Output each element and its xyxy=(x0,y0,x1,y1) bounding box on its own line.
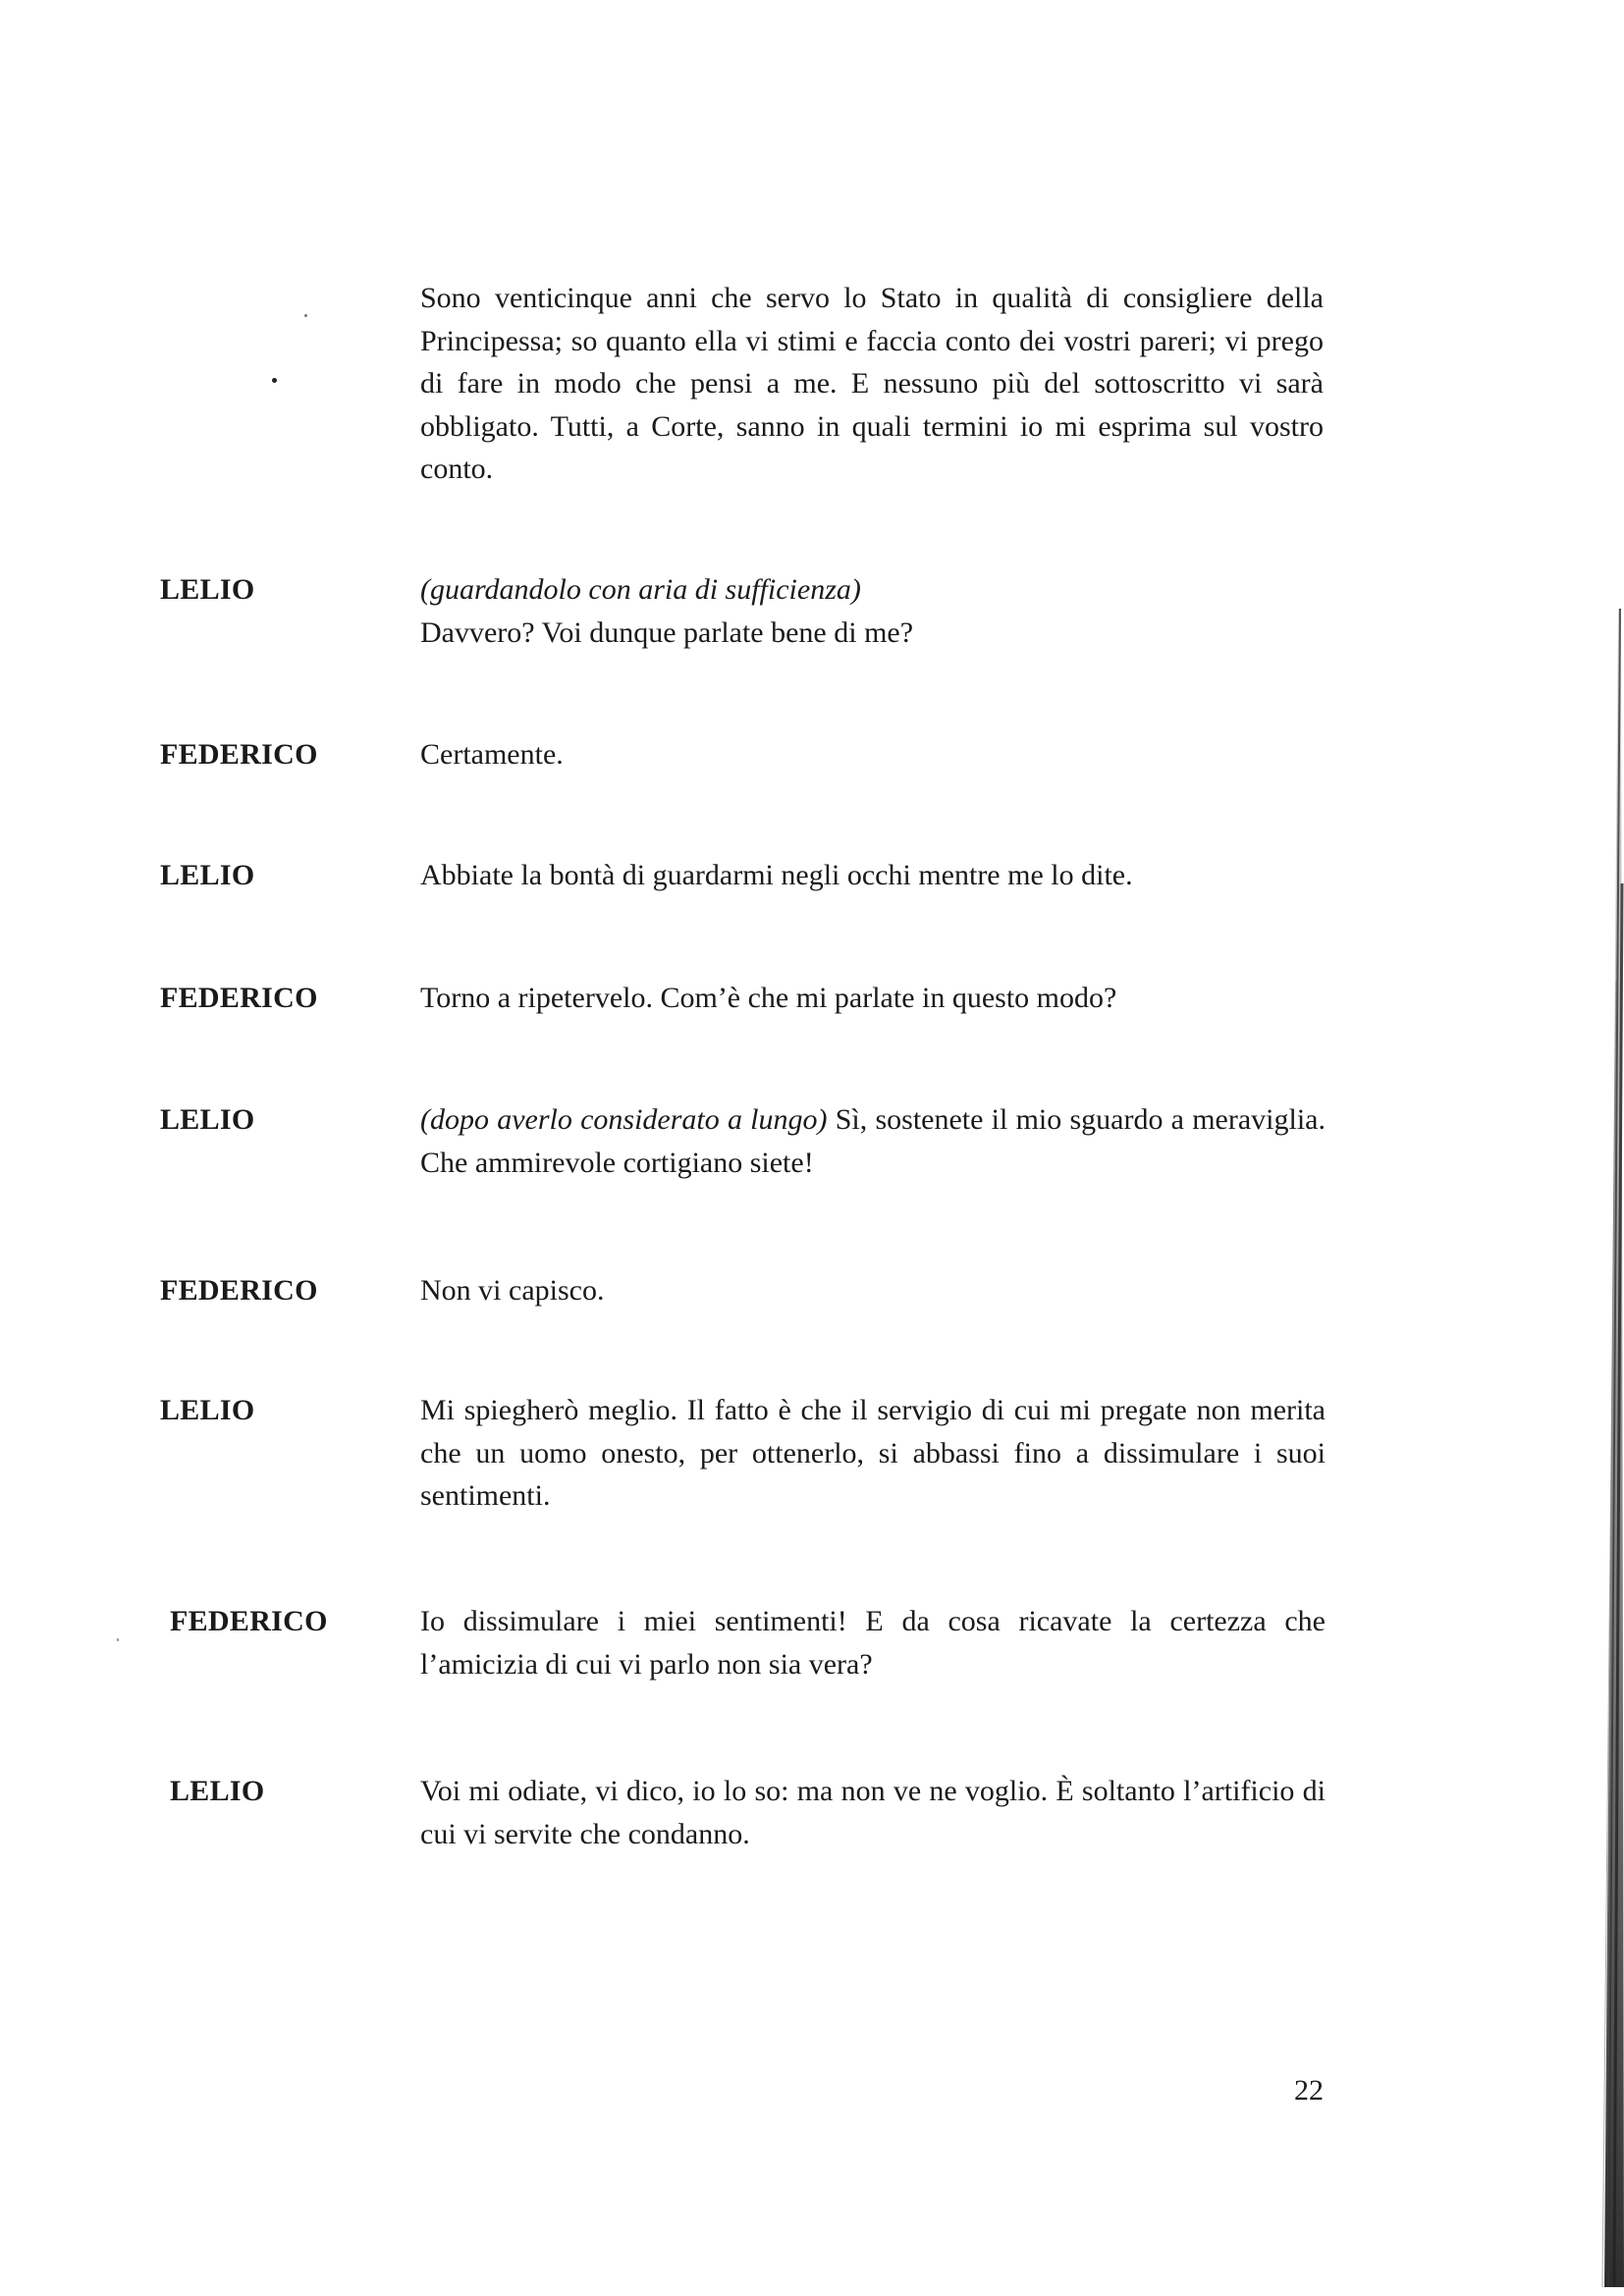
speech xyxy=(420,977,1326,1020)
speech xyxy=(420,1770,1326,1855)
speech xyxy=(420,733,1326,776)
speech-text: Sì, sostenete il mio sguardo a meraviglia. Che ammirevole cortigiano siete! xyxy=(420,1103,1326,1179)
speech-text: Non vi capisco. xyxy=(420,1274,605,1307)
scan-speck xyxy=(117,1638,119,1641)
scan-edge-shadow xyxy=(1565,0,1624,2296)
speaker-name: LELIO xyxy=(170,1775,265,1807)
scan-speck xyxy=(272,378,277,383)
speech-text: Mi spiegherò meglio. Il fatto è che il servigio di cui mi pregate non merita che un uomo onesto, per ottenerlo, si abbassi fino a dissimulare i suoi sentimenti. xyxy=(420,1394,1326,1512)
stage-direction: (dopo averlo considerato a lungo) xyxy=(420,1103,828,1136)
speech-text: Abbiate la bontà di guardarmi negli occhi mentre me lo dite. xyxy=(420,859,1133,891)
opening-paragraph: Sono venticinque anni che servo lo Stato in qualità di consigliere della Principessa; so quanto ella vi stimi e faccia conto dei vostri pareri; vi prego di fare in modo che pensi a me. E nessuno più del sottoscritto vi sarà obbligato. Tutti, a Corte, sanno in quali termini io mi esprima sul vostro conto. xyxy=(420,282,1324,485)
scan-speck xyxy=(304,314,307,317)
speaker-name: LELIO xyxy=(160,1394,255,1426)
speaker-name: FEDERICO xyxy=(160,738,318,771)
speaker-name: LELIO xyxy=(160,1103,255,1136)
page-number: 22 xyxy=(1294,2074,1324,2107)
speaker-name: LELIO xyxy=(160,859,255,891)
speech-text: Certamente. xyxy=(420,738,564,771)
speech-text: Davvero? Voi dunque parlate bene di me? xyxy=(420,615,914,649)
speech xyxy=(420,854,1326,897)
speech-text: Torno a ripetervelo. Com’è che mi parlate in questo modo? xyxy=(420,982,1117,1014)
stage-direction: (guardandolo con aria di sufficienza) xyxy=(420,573,861,606)
speech xyxy=(420,1098,1326,1184)
speaker-name: LELIO xyxy=(160,573,255,606)
speaker-name: FEDERICO xyxy=(160,982,318,1014)
speaker-name: FEDERICO xyxy=(160,1274,318,1307)
speech-text: Io dissimulare i miei sentimenti! E da cosa ricavate la certezza che l’amicizia di cui vi parlo non sia vera? xyxy=(420,1605,1326,1681)
speaker-name: FEDERICO xyxy=(170,1605,328,1637)
speech xyxy=(420,1600,1326,1685)
speech xyxy=(420,1389,1326,1518)
speech xyxy=(420,568,1326,654)
speech-text: Voi mi odiate, vi dico, io lo so: ma non ve ne voglio. È soltanto l’artificio di cui vi servite che condanno. xyxy=(420,1775,1326,1850)
speech xyxy=(420,1269,1326,1312)
